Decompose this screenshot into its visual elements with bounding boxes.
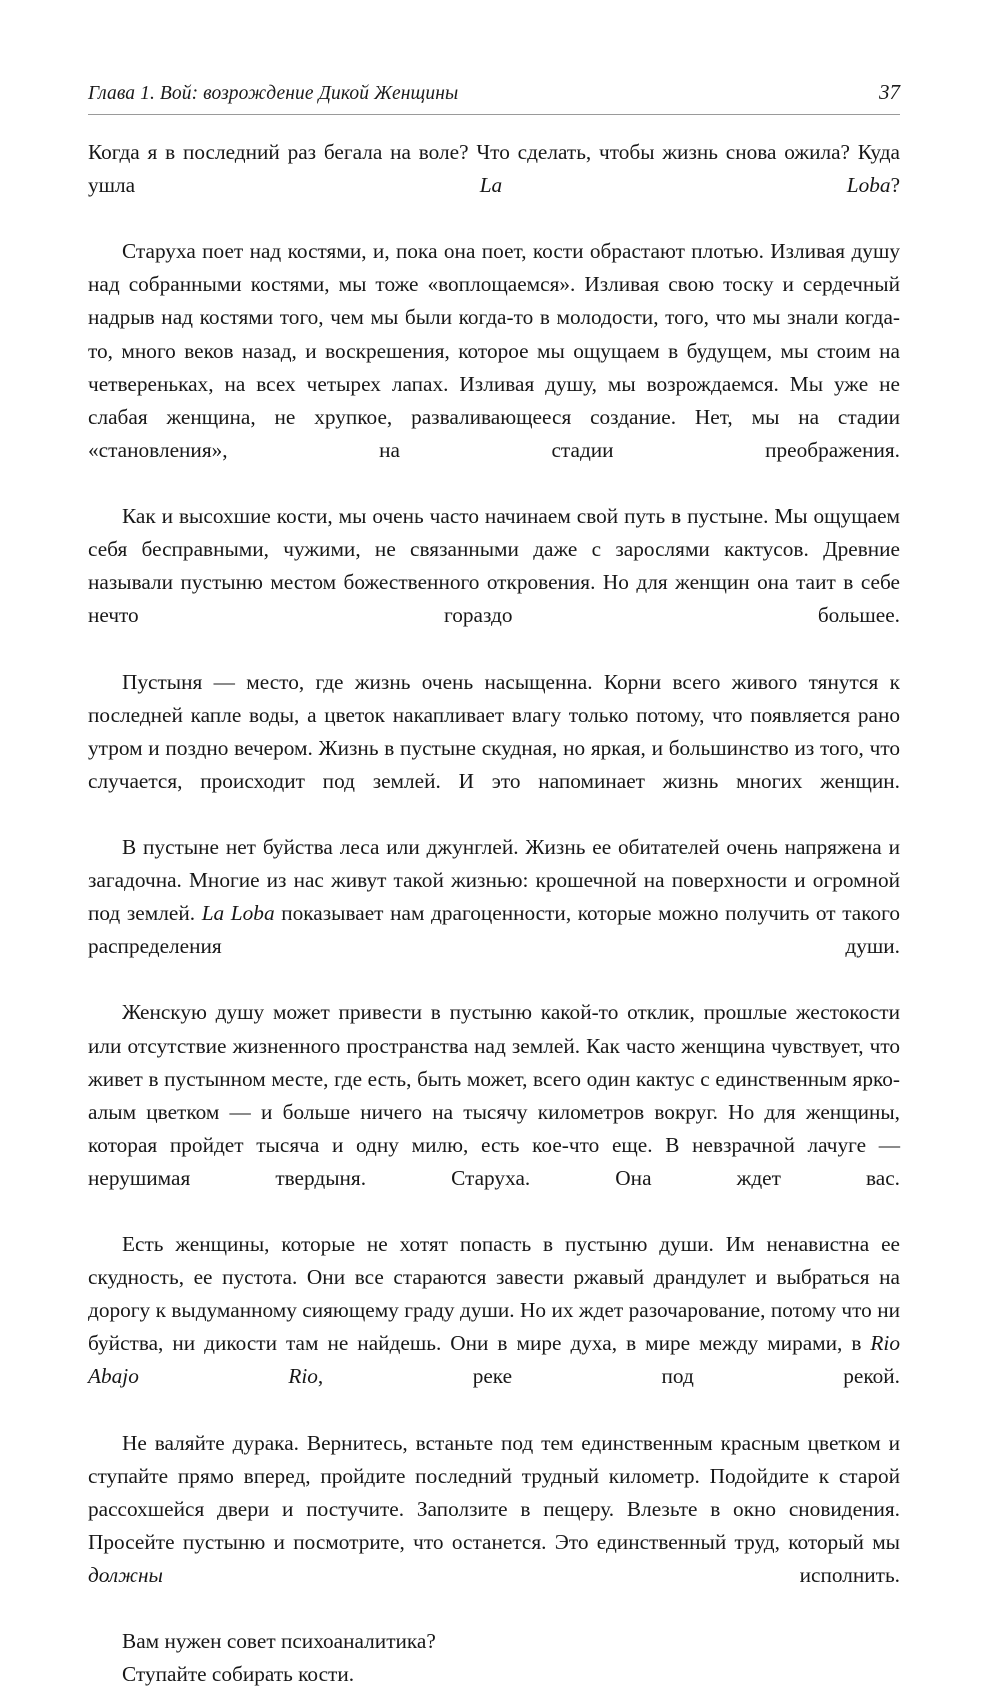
text-run: показывает нам драгоценности, которые можно получить от такого распределения души. [88, 901, 901, 959]
paragraph [88, 500, 900, 665]
text-run: Ступайте собирать кости. [122, 1662, 355, 1687]
header-rule-divider [88, 114, 900, 115]
text-run: Когда я в последний раз бегала на воле? Что сделать, чтобы жизнь снова ожила? Куда ушла [88, 140, 900, 198]
paragraph [88, 666, 900, 831]
text-run: Вам нужен совет психоаналитика? [122, 1629, 436, 1654]
text-run: , реке под рекой. [317, 1364, 901, 1389]
page-number: 37 [879, 80, 900, 104]
paragraph [88, 1658, 900, 1691]
text-run: Пустыня — место, где жизнь очень насыщенна. Корни всего живого тянутся к последней капле воды, а цветок накапливает влагу только потому, что появляется рано утром и поздно вечером. Жизнь в пустыне скудная, но яркая, и большинство из того, что случается, происходит под землей. И это напоминает жизнь многих женщин. [88, 669, 900, 793]
italic-run: La Loba [479, 173, 891, 198]
text-run: Старуха поет над костями, и, пока она поет, кости обрастают плотью. Изливая душу над собранными костями, мы тоже «воплощаемся». Изливая свою тоску и сердечный надрыв над костями того, чем мы были когда-то в молодости, того, что мы знали когда-то, много веков назад, и воскрешения, которое мы ощущаем в будущем, мы стоим на четвереньках, на всех четырех лапах. Изливая душу, мы возрождаемся. Мы уже не слабая женщина, не хрупкое, разваливающееся создание. Нет, мы на стадии «становления», на стадии преображения. [88, 239, 900, 462]
italic-run: Rio Abajo Rio [88, 1331, 900, 1389]
paragraph [88, 1228, 900, 1427]
paragraph [88, 1625, 900, 1658]
running-head-title: Глава 1. Вой: возрождение Дикой Женщины [88, 83, 459, 104]
text-run: Женскую душу может привести в пустыню какой-то отклик, прошлые жестокости или отсутствие жизненного пространства над землей. Как часто женщина чувствует, что живет в пустынном месте, где есть, быть может, всего один кактус с единственным ярко-алым цветком — и больше ничего на тысячу километров вокруг. Но для женщины, которая пройдет тысяча и одну милю, есть кое-что еще. В невзрачной лачуге — нерушимая твердыня. Старуха. Она ждет вас. [88, 1000, 900, 1190]
italic-run: La Loba [201, 901, 275, 926]
text-run: исполнить. [162, 1563, 900, 1588]
body-text-block [88, 136, 900, 1691]
paragraph [88, 831, 900, 996]
paragraph [88, 996, 900, 1228]
running-head [88, 80, 900, 105]
paragraph [88, 235, 900, 500]
text-run: ? [890, 173, 901, 198]
text-run: Не валяйте дурака. Вернитесь, встаньте под тем единственным красным цветком и ступайте прямо вперед, пройдите последний трудный километр. Подойдите к старой рассохшейся двери и постучите. Заползите в пещеру. Влезьте в окно сновидения. Просейте пустыню и посмотрите, что останется. Это единственный труд, который мы [88, 1430, 900, 1554]
paragraph [88, 1427, 900, 1626]
paragraph [88, 136, 900, 235]
text-run: Есть женщины, которые не хотят попасть в пустыню души. Им ненавистна ее скудность, ее пустота. Они все стараются завести ржавый драндулет и выбраться на дорогу к выдуманному сияющему граду души. Но их ждет разочарование, потому что ни буйства, ни дикости там не найдешь. Они в мире духа, в мире между мирами, в [88, 1232, 900, 1356]
text-run: В пустыне нет буйства леса или джунглей. Жизнь ее обитателей очень напряжена и загадочна. Многие из нас живут такой жизнью: крошечной на поверхности и огромной под землей. [88, 834, 900, 926]
text-run: Как и высохшие кости, мы очень часто начинаем свой путь в пустыне. Мы ощущаем себя бесправными, чужими, не связанными даже с зарослями кактусов. Древние называли пустыню местом божественного откровения. Но для женщин она таит в себе нечто гораздо большее. [88, 504, 900, 628]
italic-run: должны [88, 1563, 163, 1588]
